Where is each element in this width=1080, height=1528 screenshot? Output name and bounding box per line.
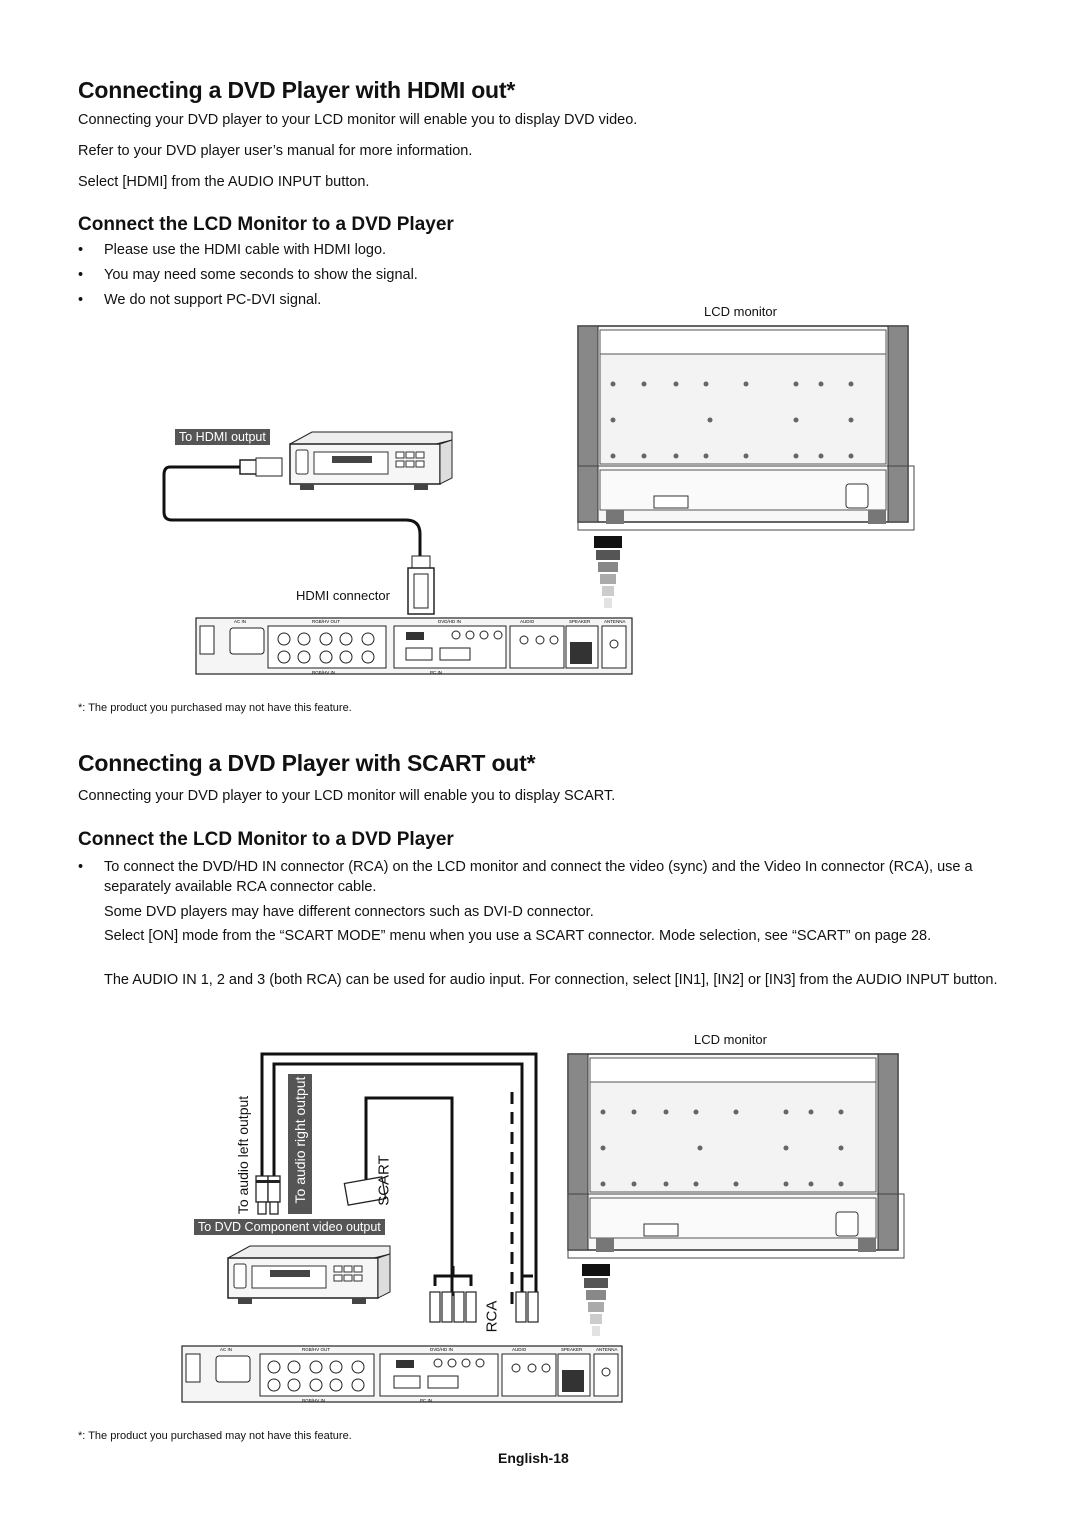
section1-paragraph-2: Refer to your DVD player user’s manual for more information.	[78, 143, 473, 159]
lcd-monitor-label-1: LCD monitor	[704, 304, 777, 319]
section2-paragraph-2: Select [ON] mode from the “SCART MODE” menu when you use a SCART connector. Mode selection, see “SCART” on page 28.	[104, 928, 932, 944]
section1-bullet-3: • We do not support PC-DVI signal.	[78, 292, 322, 308]
svg-text:RGB/HV OUT: RGB/HV OUT	[302, 1347, 331, 1352]
svg-text:AUDIO: AUDIO	[512, 1347, 527, 1352]
svg-text:PC IN: PC IN	[420, 1398, 433, 1403]
hdmi-connector-label: HDMI connector	[296, 588, 390, 603]
audio-right-label: To audio right output	[288, 1074, 312, 1214]
section2-intro: Connecting your DVD player to your LCD monitor will enable you to display SCART.	[78, 788, 616, 804]
section2-paragraph-3: The AUDIO IN 1, 2 and 3 (both RCA) can be used for audio input. For connection, select [IN1], [IN2] or [IN3] from the AUDIO INPUT button.	[104, 972, 998, 988]
section2-paragraph-1: Some DVD players may have different connectors such as DVI-D connector.	[104, 904, 594, 920]
section2-title: Connecting a DVD Player with SCART out*	[78, 750, 536, 776]
svg-text:AC IN: AC IN	[220, 1347, 233, 1352]
svg-text:RGB/HV OUT: RGB/HV OUT	[312, 619, 341, 624]
section1-bullet-2: • You may need some seconds to show the signal.	[78, 267, 418, 283]
rca-label: RCA	[483, 1300, 501, 1333]
svg-text:PC IN: PC IN	[430, 670, 443, 675]
audio-left-label: To audio left output	[235, 1095, 251, 1215]
lcd-monitor-label-2: LCD monitor	[694, 1032, 767, 1047]
section1-subtitle: Connect the LCD Monitor to a DVD Player	[78, 214, 454, 235]
section1-paragraph-3: Select [HDMI] from the AUDIO INPUT button.	[78, 174, 370, 190]
section1-footnote: *: The product you purchased may not have this feature.	[78, 702, 352, 714]
bullet-dot: •	[78, 242, 84, 258]
svg-text:AC IN: AC IN	[234, 619, 247, 624]
bullet-dot: •	[78, 267, 84, 283]
bullet-dot: •	[78, 292, 84, 308]
lcd-monitor-back-2	[566, 1052, 906, 1266]
terminal-panel-1	[194, 612, 636, 682]
svg-text:RGB/HV IN: RGB/HV IN	[302, 1398, 326, 1403]
hdmi-output-tag: To HDMI output	[175, 429, 270, 445]
svg-text:DVD/HD IN: DVD/HD IN	[430, 1347, 454, 1352]
section1-title: Connecting a DVD Player with HDMI out*	[78, 77, 516, 103]
svg-text:SPEAKER: SPEAKER	[561, 1347, 583, 1352]
section2-subtitle: Connect the LCD Monitor to a DVD Player	[78, 829, 454, 850]
zoom-indicator-1	[590, 536, 626, 616]
bullet-dot: •	[78, 859, 84, 875]
section2-footnote: *: The product you purchased may not have this feature.	[78, 1430, 352, 1442]
svg-text:RGB/HV IN: RGB/HV IN	[312, 670, 336, 675]
component-output-tag: To DVD Component video output	[194, 1219, 385, 1235]
svg-text:ANTENNA: ANTENNA	[604, 619, 626, 624]
svg-text:DVD/HD IN: DVD/HD IN	[438, 619, 462, 624]
svg-text:ANTENNA: ANTENNA	[596, 1347, 618, 1352]
section2-bullet: • To connect the DVD/HD IN connector (RCA) on the LCD monitor and connect the video (sync) and the Video In connector (RCA), use a separately available RCA connector cable.	[78, 859, 973, 895]
svg-text:SPEAKER: SPEAKER	[569, 619, 591, 624]
terminal-panel-2	[180, 1340, 626, 1410]
lcd-monitor-back-1	[576, 324, 916, 536]
zoom-indicator-2	[578, 1264, 614, 1344]
section1-paragraph-1: Connecting your DVD player to your LCD monitor will enable you to display DVD video.	[78, 112, 638, 128]
page-number: English-18	[498, 1450, 569, 1466]
scart-label: SCART	[375, 1155, 393, 1206]
section1-bullet-1: • Please use the HDMI cable with HDMI logo.	[78, 242, 387, 258]
hdmi-cable	[150, 450, 440, 620]
svg-text:AUDIO: AUDIO	[520, 619, 535, 624]
dvd-player-2	[224, 1244, 394, 1306]
